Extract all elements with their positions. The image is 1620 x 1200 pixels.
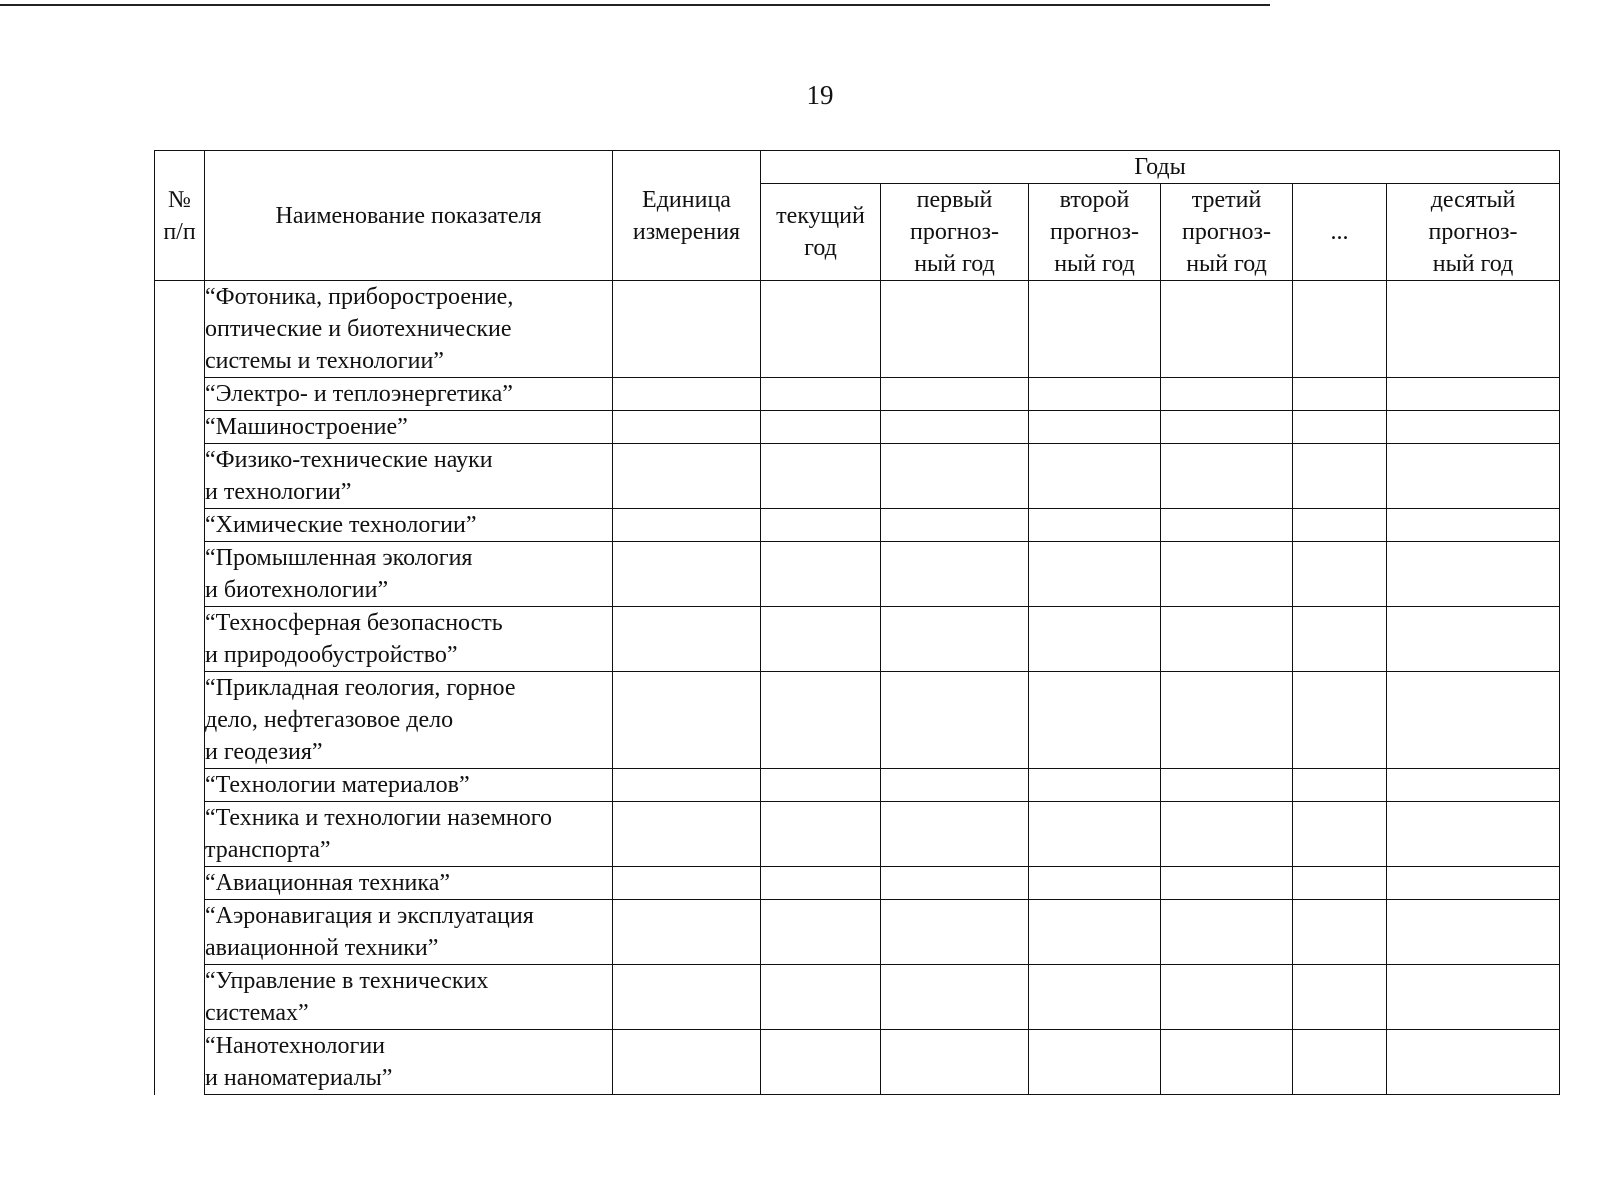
indicator-name-cell: “Аэронавигация и эксплуатация авиационной техники” bbox=[205, 900, 613, 965]
year-value-cell bbox=[1387, 769, 1560, 802]
table-row bbox=[155, 444, 1560, 509]
year-value-cell bbox=[761, 965, 881, 1030]
year-value-cell bbox=[1387, 900, 1560, 965]
year-value-cell bbox=[1029, 281, 1161, 378]
year-value-cell bbox=[1293, 411, 1387, 444]
year-value-cell bbox=[761, 542, 881, 607]
table-row bbox=[155, 867, 1560, 900]
page-number: 19 bbox=[806, 80, 834, 110]
year-value-cell bbox=[1387, 281, 1560, 378]
header-unit: Единица измерения bbox=[613, 151, 761, 281]
year-value-cell bbox=[761, 1030, 881, 1095]
year-value-cell bbox=[1161, 672, 1293, 769]
year-value-cell bbox=[1029, 444, 1161, 509]
year-value-cell bbox=[1029, 509, 1161, 542]
header-year-1: первый прогноз- ный год bbox=[881, 184, 1029, 281]
table-row bbox=[155, 378, 1560, 411]
year-value-cell bbox=[1293, 542, 1387, 607]
table-row bbox=[155, 411, 1560, 444]
header-year-0: текущий год bbox=[761, 184, 881, 281]
year-value-cell bbox=[881, 378, 1029, 411]
unit-cell bbox=[613, 1030, 761, 1095]
year-value-cell bbox=[1029, 542, 1161, 607]
year-value-cell bbox=[1387, 1030, 1560, 1095]
table-row bbox=[155, 769, 1560, 802]
year-value-cell bbox=[761, 281, 881, 378]
header-year-3: третий прогноз- ный год bbox=[1161, 184, 1293, 281]
year-value-cell bbox=[1293, 444, 1387, 509]
indicators-table bbox=[154, 150, 1560, 1095]
year-value-cell bbox=[761, 900, 881, 965]
table-row bbox=[155, 1030, 1560, 1095]
year-value-cell bbox=[1387, 378, 1560, 411]
year-value-cell bbox=[1161, 1030, 1293, 1095]
indicator-name-cell: “Техника и технологии наземного транспорта” bbox=[205, 802, 613, 867]
header-year-4: ... bbox=[1293, 184, 1387, 281]
unit-cell bbox=[613, 378, 761, 411]
year-value-cell bbox=[1387, 542, 1560, 607]
header-year-5: десятый прогноз- ный год bbox=[1387, 184, 1560, 281]
year-value-cell bbox=[1387, 867, 1560, 900]
year-value-cell bbox=[881, 867, 1029, 900]
indicator-name-cell: “Авиационная техника” bbox=[205, 867, 613, 900]
year-value-cell bbox=[881, 672, 1029, 769]
year-value-cell bbox=[881, 802, 1029, 867]
year-value-cell bbox=[1029, 672, 1161, 769]
table-row bbox=[155, 672, 1560, 769]
year-value-cell bbox=[1161, 607, 1293, 672]
year-value-cell bbox=[1293, 900, 1387, 965]
year-value-cell bbox=[1387, 672, 1560, 769]
table-row bbox=[155, 542, 1560, 607]
year-value-cell bbox=[761, 444, 881, 509]
header-year-2: второй прогноз- ный год bbox=[1029, 184, 1161, 281]
year-value-cell bbox=[881, 542, 1029, 607]
year-value-cell bbox=[1161, 769, 1293, 802]
indicator-name-cell: “Прикладная геология, горное дело, нефтегазовое дело и геодезия” bbox=[205, 672, 613, 769]
year-value-cell bbox=[1029, 378, 1161, 411]
year-value-cell bbox=[1293, 378, 1387, 411]
year-value-cell bbox=[881, 411, 1029, 444]
year-value-cell bbox=[1161, 411, 1293, 444]
num-cell bbox=[155, 281, 205, 1095]
unit-cell bbox=[613, 769, 761, 802]
year-value-cell bbox=[1387, 444, 1560, 509]
indicator-name-cell: “Химические технологии” bbox=[205, 509, 613, 542]
table-body bbox=[155, 281, 1560, 1095]
indicator-name-cell: “Машиностроение” bbox=[205, 411, 613, 444]
unit-cell bbox=[613, 965, 761, 1030]
year-value-cell bbox=[1029, 867, 1161, 900]
table-row bbox=[155, 802, 1560, 867]
year-value-cell bbox=[761, 607, 881, 672]
unit-cell bbox=[613, 900, 761, 965]
year-value-cell bbox=[1161, 802, 1293, 867]
year-value-cell bbox=[761, 509, 881, 542]
table-row bbox=[155, 509, 1560, 542]
year-value-cell bbox=[1387, 802, 1560, 867]
year-value-cell bbox=[1161, 378, 1293, 411]
year-value-cell bbox=[881, 1030, 1029, 1095]
year-value-cell bbox=[881, 607, 1029, 672]
unit-cell bbox=[613, 411, 761, 444]
unit-cell bbox=[613, 672, 761, 769]
unit-cell bbox=[613, 867, 761, 900]
header-name: Наименование показателя bbox=[205, 151, 613, 281]
year-value-cell bbox=[1293, 607, 1387, 672]
table-row bbox=[155, 900, 1560, 965]
indicator-name-cell: “Управление в технических системах” bbox=[205, 965, 613, 1030]
year-value-cell bbox=[881, 444, 1029, 509]
unit-cell bbox=[613, 607, 761, 672]
year-value-cell bbox=[1293, 769, 1387, 802]
indicator-name-cell: “Нанотехнологии и наноматериалы” bbox=[205, 1030, 613, 1095]
year-value-cell bbox=[1029, 769, 1161, 802]
year-value-cell bbox=[1029, 607, 1161, 672]
header-num: № п/п bbox=[155, 151, 205, 281]
year-value-cell bbox=[761, 867, 881, 900]
unit-cell bbox=[613, 444, 761, 509]
year-value-cell bbox=[1293, 1030, 1387, 1095]
table-row bbox=[155, 281, 1560, 378]
year-value-cell bbox=[1161, 444, 1293, 509]
year-value-cell bbox=[1029, 802, 1161, 867]
year-value-cell bbox=[1293, 281, 1387, 378]
indicator-name-cell: “Физико-технические науки и технологии” bbox=[205, 444, 613, 509]
year-value-cell bbox=[1293, 802, 1387, 867]
year-value-cell bbox=[1029, 965, 1161, 1030]
table-header bbox=[155, 151, 1560, 281]
year-value-cell bbox=[761, 769, 881, 802]
unit-cell bbox=[613, 509, 761, 542]
year-value-cell bbox=[1029, 1030, 1161, 1095]
year-value-cell bbox=[1029, 900, 1161, 965]
year-value-cell bbox=[761, 802, 881, 867]
unit-cell bbox=[613, 281, 761, 378]
indicator-name-cell: “Технологии материалов” bbox=[205, 769, 613, 802]
table-row bbox=[155, 607, 1560, 672]
indicator-name-cell: “Техносферная безопасность и природообустройство” bbox=[205, 607, 613, 672]
year-value-cell bbox=[1387, 965, 1560, 1030]
unit-cell bbox=[613, 542, 761, 607]
year-value-cell bbox=[1161, 509, 1293, 542]
top-rule bbox=[0, 4, 1270, 6]
year-value-cell bbox=[1293, 867, 1387, 900]
year-value-cell bbox=[1387, 509, 1560, 542]
year-value-cell bbox=[761, 672, 881, 769]
year-value-cell bbox=[881, 509, 1029, 542]
indicator-name-cell: “Электро- и теплоэнергетика” bbox=[205, 378, 613, 411]
year-value-cell bbox=[1387, 607, 1560, 672]
year-value-cell bbox=[881, 965, 1029, 1030]
year-value-cell bbox=[1293, 672, 1387, 769]
year-value-cell bbox=[881, 900, 1029, 965]
year-value-cell bbox=[1161, 867, 1293, 900]
table-row bbox=[155, 965, 1560, 1030]
year-value-cell bbox=[761, 378, 881, 411]
year-value-cell bbox=[1029, 411, 1161, 444]
year-value-cell bbox=[1387, 411, 1560, 444]
year-value-cell bbox=[1293, 965, 1387, 1030]
year-value-cell bbox=[761, 411, 881, 444]
year-value-cell bbox=[1161, 900, 1293, 965]
unit-cell bbox=[613, 802, 761, 867]
year-value-cell bbox=[881, 281, 1029, 378]
year-value-cell bbox=[1161, 965, 1293, 1030]
year-value-cell bbox=[1161, 542, 1293, 607]
indicator-name-cell: “Промышленная экология и биотехнологии” bbox=[205, 542, 613, 607]
year-value-cell bbox=[1161, 281, 1293, 378]
year-value-cell bbox=[1293, 509, 1387, 542]
indicator-name-cell: “Фотоника, приборостроение, оптические и биотехнические системы и технологии” bbox=[205, 281, 613, 378]
year-value-cell bbox=[881, 769, 1029, 802]
header-years: Годы bbox=[761, 151, 1560, 184]
